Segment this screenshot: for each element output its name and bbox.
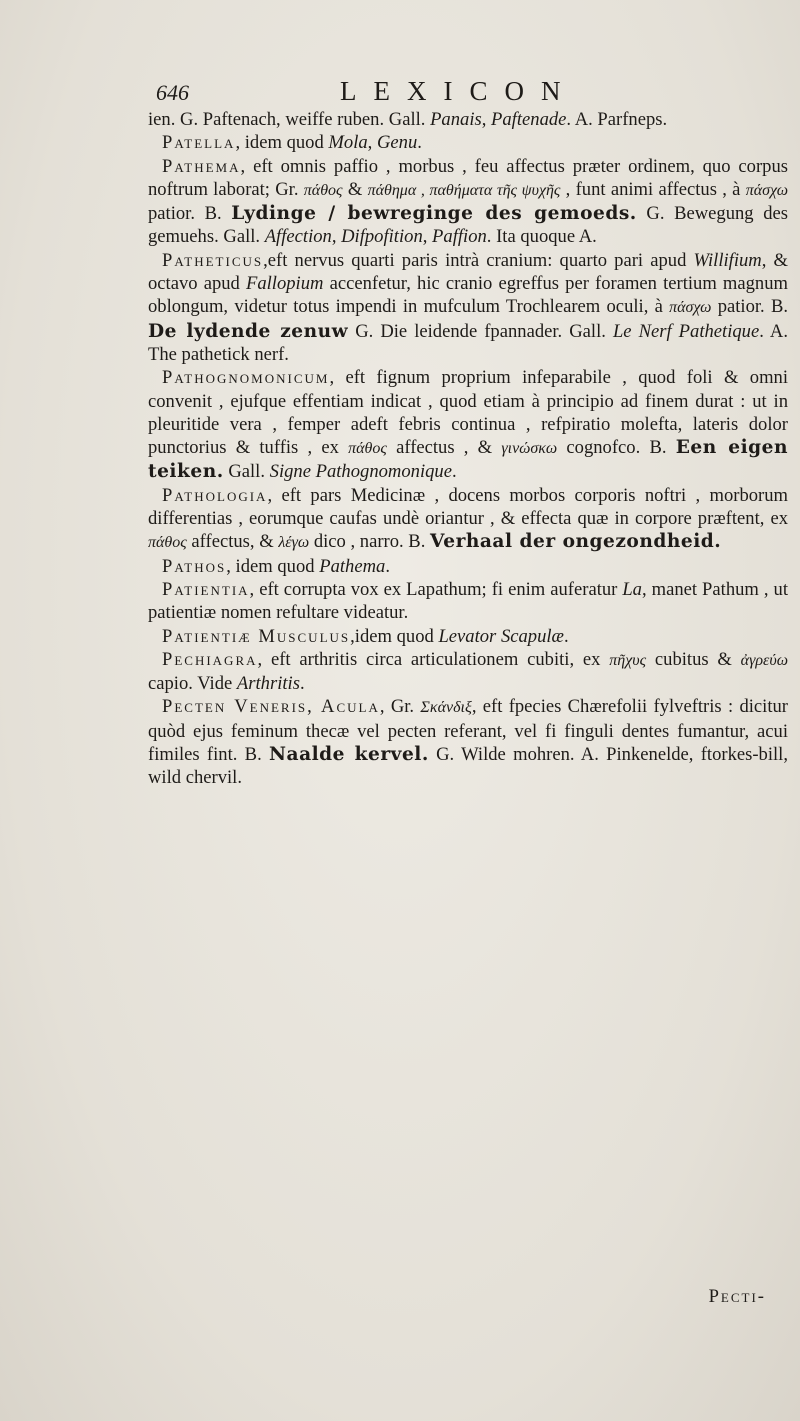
entry-pecten-veneris: Pecten Veneris, Acula, Gr. Σκάνδιξ, eft fpecies Chærefolii fylveftris : dicitur quòd ejus feminum thecæ vel pecten referant, vel fi finguli dentes fumantur, acui fimiles fint. B. Naalde kervel. G. Wilde mohren. A. Pinkenelde, ftorkes-bill, wild chervil.	[148, 696, 788, 789]
entry-pastinaca-cont: ien. G. Paftenach, weiffe ruben. Gall. Panais, Paftenade. A. Parfneps.	[148, 109, 668, 130]
lemma: Pathema	[162, 155, 241, 177]
entry-pathos: Pathos, idem quod Pathema.	[162, 555, 390, 577]
entry-pathognomonicum: Pathognomonicum, eft fignum proprium infeparabile , quod foli & omni convenit , ejufque effentiam indicat , quod etiam à principio ad finem durat : ut in pleuritide vera , femper adeft febris continua , refpiratio molefta, lateris dolor punctorius & tuffis , ex πάθος affectus , & γινώσκω cognofco. B. Een eigen teiken. Gall. Signe Pathognomonique.	[148, 367, 788, 483]
lemma: Pecten Veneris, Acula	[162, 696, 380, 718]
lemma: Pathognomonicum	[162, 367, 330, 389]
lemma: Patella	[162, 132, 236, 154]
lemma: Patientiæ Musculus	[162, 625, 351, 647]
entry-patientia: Patientia, eft corrupta vox ex Lapathum; fi enim auferatur La, manet Pathum , ut patientiæ nomen refultare videatur.	[148, 578, 788, 624]
entry-pechiagra: Pechiagra, eft arthritis circa articulationem cubiti, ex πῆχυς cubitus & ἀγρεύω capio. Vide Arthritis.	[148, 648, 788, 695]
lemma: Pathos	[162, 555, 227, 577]
entry-pathema: Pathema, eft omnis paffio , morbus , feu affectus præter ordinem, quo corpus noftrum laborat; Gr. πάθος & πάθημα , παθήματα τῆς ψυχῆς , funt animi affectus , à πάσχω patior. B. Lydinge / bewreginge des gemoeds. G. Bewegung des gemuehs. Gall. Affection, Difpofition, Paffion. Ita quoque A.	[148, 155, 789, 248]
lemma: Patientia	[162, 578, 250, 600]
running-head: LEXICON	[340, 76, 578, 106]
entry-patientiae-musculus: Patientiæ Musculus,idem quod Levator Scapulæ.	[162, 625, 569, 647]
lemma: Pathologia	[162, 484, 268, 506]
entry-patheticus: Patheticus,eft nervus quarti paris intrà cranium: quarto pari apud Willifium, & octavo apud Fallopium accenfetur, hic cranio egreffus per foramen tertium magnum oblongum, videtur totus impendi in mufculum Trochlearem oculi, à πάσχω patior. B. De lydende zenuw G. Die leidende fpannader. Gall. Le Nerf Pathetique. A. The pathetick nerf.	[148, 249, 788, 365]
lemma: Patheticus	[162, 249, 264, 271]
lemma: Pechiagra	[162, 648, 258, 670]
page-number: 646	[156, 80, 189, 105]
entry-pathologia: Pathologia, eft pars Medicinæ , docens morbos corporis noftri , morborum differentias , eorumque caufas undè oriantur , & effecta quæ in corpore præftent, ex πάθος affectus, & λέγω dico , narro. B. Verhaal der ongezondheid.	[148, 484, 788, 553]
entry-patella: Patella, idem quod Mola, Genu.	[162, 132, 422, 154]
text-body	[148, 108, 788, 790]
catchword: Pecti-	[708, 1286, 766, 1307]
